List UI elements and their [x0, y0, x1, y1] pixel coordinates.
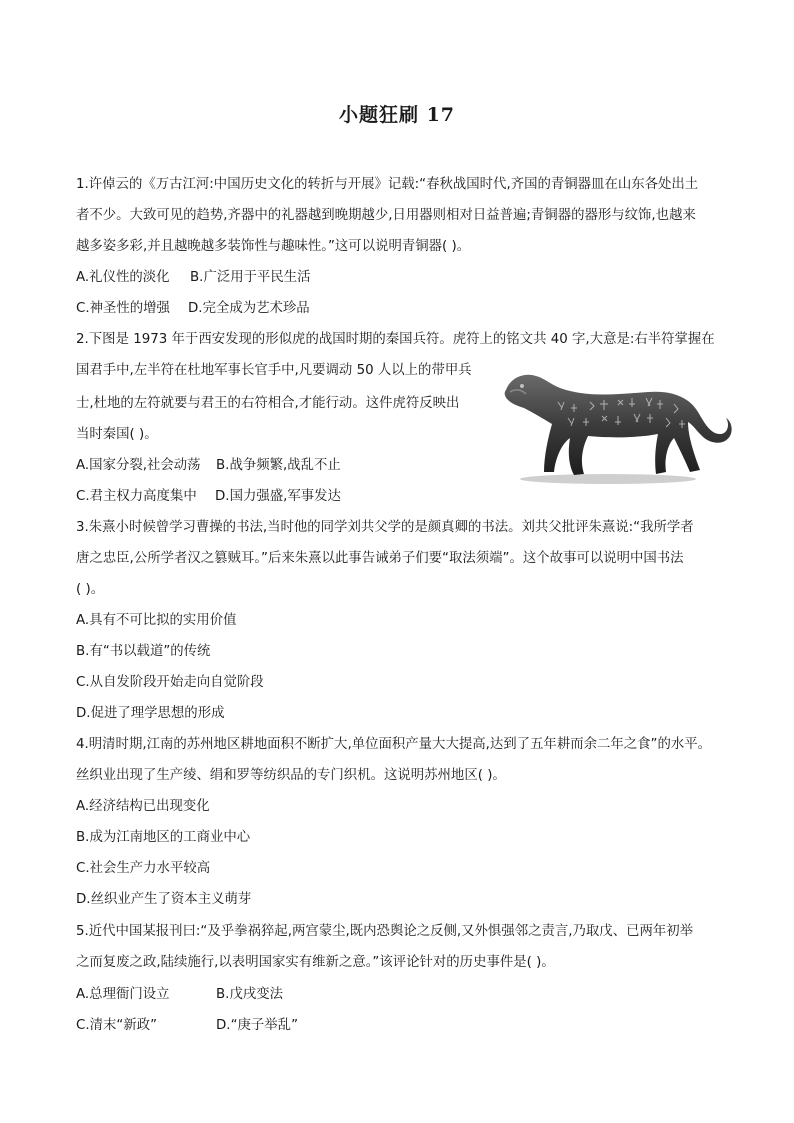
q5-stem-line-1: 5.近代中国某报刊曰:“及乎拳祸猝起,两宫蒙尘,既内恐舆论之反侧,又外惧强邻之责言,乃取戊、已两年初举 — [76, 924, 694, 939]
q1-option-c: C.神圣性的增强 — [76, 301, 170, 316]
q3-option-d: D.促进了理学思想的形成 — [76, 706, 225, 721]
q1-stem-line-3: 越多姿多彩,并且越晚越多装饰性与趣味性。”这可以说明青铜器( )。 — [76, 239, 471, 254]
q3-stem-line-3: ( )。 — [76, 582, 105, 597]
q2-option-c: C.君主权力高度集中 — [76, 489, 197, 504]
q5-stem-line-2: 之而复废之政,陆续施行,以表明国家实有维新之意。”该评论针对的历史事件是( )。 — [76, 955, 555, 970]
q3-option-c: C.从自发阶段开始走向自觉阶段 — [76, 675, 264, 690]
q2-stem-line-3: 士,杜地的左符就要与君王的右符相合,才能行动。这件虎符反映出 — [76, 396, 460, 411]
q5-option-d: D.“庚子举乱” — [216, 1018, 299, 1033]
q4-option-d: D.丝织业产生了资本主义萌芽 — [76, 892, 252, 907]
q2-option-a: A.国家分裂,社会动荡 — [76, 458, 201, 473]
q5-option-c: C.清末“新政” — [76, 1018, 158, 1033]
q2-stem-line-4: 当时秦国( )。 — [76, 427, 158, 442]
q2-option-d: D.国力强盛,军事发达 — [215, 489, 341, 504]
q2-option-b: B.战争频繁,战乱不止 — [216, 458, 341, 473]
q1-stem-line-2: 者不少。大致可见的趋势,齐器中的礼器越到晚期越少,日用器则相对日益普遍;青铜器的器形与纹饰,也越来 — [76, 208, 696, 223]
q2-stem-line-2: 国君手中,左半符在杜地军事长官手中,凡要调动 50 人以上的带甲兵 — [76, 363, 472, 378]
q2-stem-line-1: 2.下图是 1973 年于西安发现的形似虎的战国时期的秦国兵符。虎符上的铭文共 40 字,大意是:右半符掌握在 — [76, 332, 715, 347]
q3-stem-line-2: 唐之忠臣,公所学者汉之篡贼耳。”后来朱熹以此事告诫弟子们要“取法须端”。这个故事可以说明中国书法 — [76, 551, 684, 566]
q4-option-c: C.社会生产力水平较高 — [76, 861, 211, 876]
q4-stem-line-1: 4.明清时期,江南的苏州地区耕地面积不断扩大,单位面积产量大大提高,达到了五年耕而余二年之食”的水平。 — [76, 737, 712, 752]
q1-stem-line-1: 1.许倬云的《万古江河:中国历史文化的转折与开展》记载:“春秋战国时代,齐国的青铜器皿在山东各处出土 — [76, 177, 699, 192]
q4-stem-line-2: 丝织业出现了生产绫、绢和罗等纺织品的专门织机。这说明苏州地区( )。 — [76, 768, 506, 783]
q3-option-a: A.具有不可比拟的实用价值 — [76, 613, 237, 628]
q5-option-a: A.总理衙门设立 — [76, 987, 170, 1002]
q1-option-b: B.广泛用于平民生活 — [190, 270, 311, 285]
tiger-tally-image — [498, 358, 734, 488]
q1-option-a: A.礼仪性的淡化 — [76, 270, 170, 285]
q4-option-a: A.经济结构已出现变化 — [76, 799, 210, 814]
q5-option-b: B.戊戌变法 — [216, 987, 284, 1002]
q3-option-b: B.有“书以载道”的传统 — [76, 644, 211, 659]
page-title: 小题狂刷 17 — [338, 104, 456, 126]
q1-option-d: D.完全成为艺术珍品 — [188, 301, 310, 316]
q3-stem-line-1: 3.朱熹小时候曾学习曹操的书法,当时他的同学刘共父学的是颜真卿的书法。刘共父批评朱熹说:“我所学者 — [76, 520, 694, 535]
q4-option-b: B.成为江南地区的工商业中心 — [76, 830, 251, 845]
